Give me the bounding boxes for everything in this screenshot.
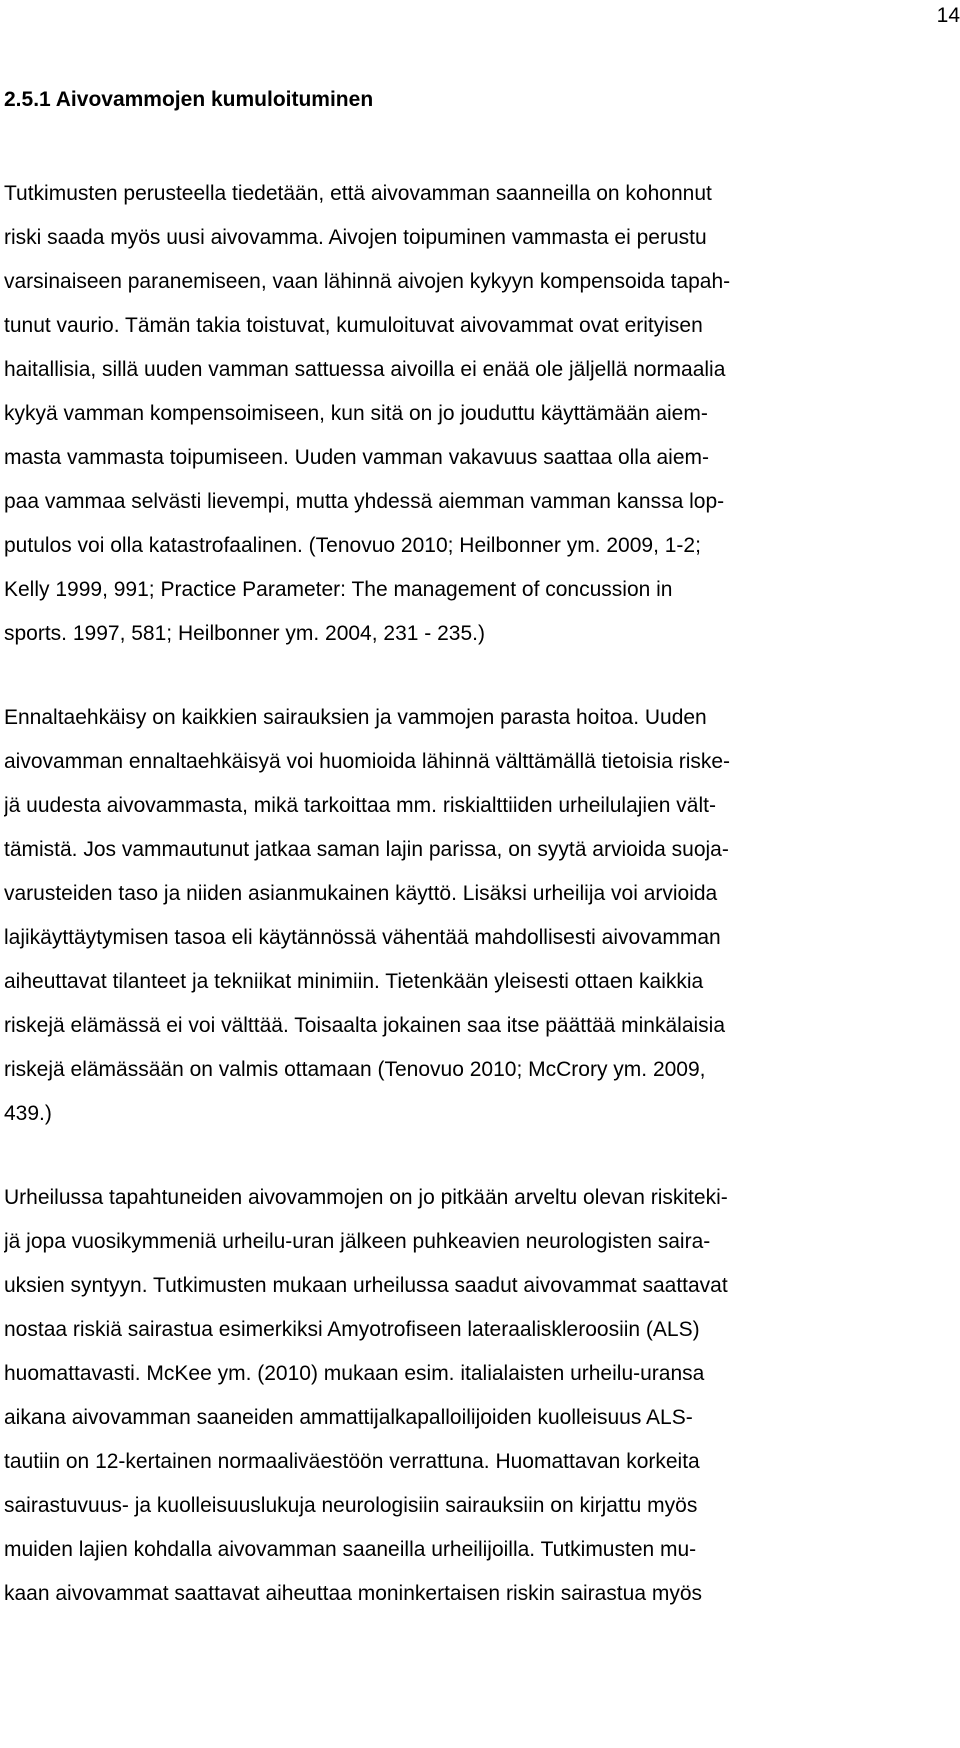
text-line: sairastuvuus- ja kuolleisuuslukuja neurologisiin sairauksiin on kirjattu myös	[4, 1494, 698, 1517]
text-line: aivovamman ennaltaehkäisyä voi huomioida lähinnä välttämällä tietoisia riske-	[4, 750, 731, 773]
text-line: putulos voi olla katastrofaalinen. (Tenovuo 2010; Heilbonner ym. 2009, 1-2;	[4, 534, 701, 557]
text-line: aikana aivovamman saaneiden ammattijalkapalloilijoiden kuolleisuus ALS-	[4, 1406, 693, 1429]
text-line: tämistä. Jos vammautunut jatkaa saman lajin parissa, on syytä arvioida suoja-	[4, 838, 729, 861]
text-line: kykyä vamman kompensoimiseen, kun sitä on jo jouduttu käyttämään aiem-	[4, 402, 708, 425]
text-line: tunut vaurio. Tämän takia toistuvat, kumuloituvat aivovammat ovat erityisen	[4, 314, 703, 337]
text-line: Kelly 1999, 991; Practice Parameter: The management of concussion in	[4, 578, 673, 601]
text-line: varsinaiseen paranemiseen, vaan lähinnä aivojen kykyyn kompensoida tapah-	[4, 270, 731, 293]
text-line: tautiin on 12-kertainen normaaliväestöön verrattuna. Huomattavan korkeita	[4, 1450, 700, 1473]
text-line: muiden lajien kohdalla aivovamman saaneilla urheilijoilla. Tutkimusten mu-	[4, 1538, 697, 1561]
paragraph-2	[4, 696, 956, 1136]
text-line: uksien syntyyn. Tutkimusten mukaan urheilussa saadut aivovammat saattavat	[4, 1274, 728, 1297]
section-heading: 2.5.1 Aivovammojen kumuloituminen	[4, 88, 374, 111]
text-line: paa vammaa selvästi lievempi, mutta yhdessä aiemman vamman kanssa lop-	[4, 490, 725, 513]
text-line: riskejä elämässä ei voi välttää. Toisaalta jokainen saa itse päättää minkälaisia	[4, 1014, 726, 1037]
paragraph-1	[4, 172, 956, 656]
text-line: jä uudesta aivovammasta, mikä tarkoittaa mm. riskialttiiden urheilulajien vält-	[4, 794, 716, 817]
text-line: Tutkimusten perusteella tiedetään, että aivovamman saanneilla on kohonnut	[4, 182, 712, 205]
text-line: varusteiden taso ja niiden asianmukainen käyttö. Lisäksi urheilija voi arvioida	[4, 882, 718, 905]
text-line: masta vammasta toipumiseen. Uuden vamman vakavuus saattaa olla aiem-	[4, 446, 709, 469]
text-line: aiheuttavat tilanteet ja tekniikat minimiin. Tietenkään yleisesti ottaen kaikkia	[4, 970, 704, 993]
text-line: nostaa riskiä sairastua esimerkiksi Amyotrofiseen lateraaliskleroosiin (ALS)	[4, 1318, 700, 1341]
text-line: sports. 1997, 581; Heilbonner ym. 2004, 231 - 235.)	[4, 622, 485, 645]
text-line: haitallisia, sillä uuden vamman sattuessa aivoilla ei enää ole jäljellä normaalia	[4, 358, 726, 381]
text-line: Ennaltaehkäisy on kaikkien sairauksien ja vammojen parasta hoitoa. Uuden	[4, 706, 707, 729]
text-line: riskejä elämässään on valmis ottamaan (Tenovuo 2010; McCrory ym. 2009,	[4, 1058, 706, 1081]
text-line: Urheilussa tapahtuneiden aivovammojen on jo pitkään arveltu olevan riskiteki-	[4, 1186, 728, 1209]
text-line: lajikäyttäytymisen tasoa eli käytännössä vähentää mahdollisesti aivovamman	[4, 926, 721, 949]
paragraph-3	[4, 1176, 956, 1616]
text-line: riski saada myös uusi aivovamma. Aivojen toipuminen vammasta ei perustu	[4, 226, 707, 249]
text-line: huomattavasti. McKee ym. (2010) mukaan esim. italialaisten urheilu-uransa	[4, 1362, 705, 1385]
text-line: 439.)	[4, 1102, 52, 1125]
text-line: jä jopa vuosikymmeniä urheilu-uran jälkeen puhkeavien neurologisten saira-	[4, 1230, 711, 1253]
body-text	[4, 172, 956, 1656]
page-number: 14	[936, 4, 960, 27]
text-line: kaan aivovammat saattavat aiheuttaa moninkertaisen riskin sairastua myös	[4, 1582, 703, 1605]
